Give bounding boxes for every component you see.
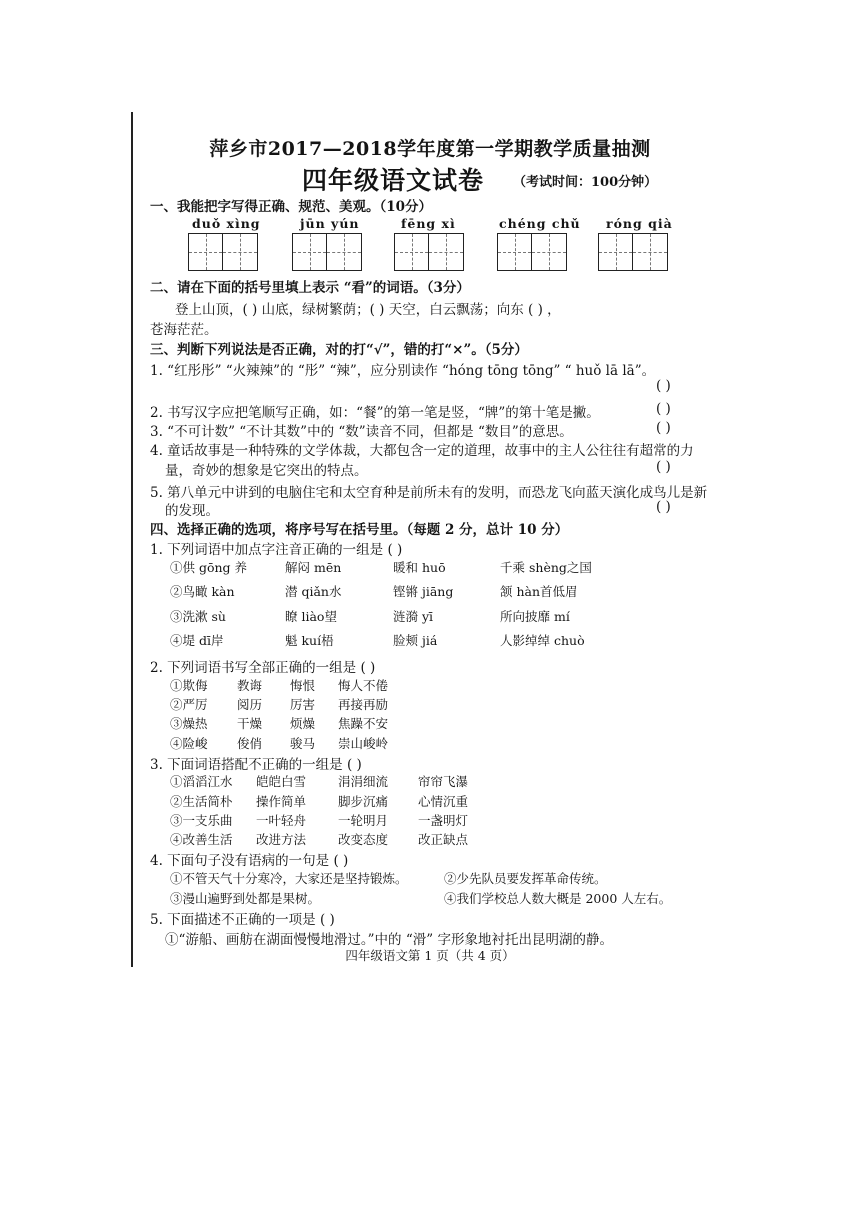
q1-option: 解闷 mēn	[285, 560, 342, 575]
q3-option: 心情沉重	[418, 794, 469, 809]
q1-option: 潜 qiǎn水	[285, 584, 342, 599]
answer-paren-2[interactable]: ( )	[656, 401, 671, 417]
writing-grid-1[interactable]	[188, 233, 258, 271]
q3-option: 改变态度	[338, 832, 389, 847]
answer-paren-1[interactable]: ( )	[656, 378, 671, 394]
q3-option: 涓涓细流	[338, 774, 389, 789]
pinyin-1: duǒ xìng	[192, 216, 261, 231]
q2-option: 崇山峻岭	[338, 736, 389, 751]
q3-option: 一轮明月	[338, 813, 389, 828]
q1-option: 暖和 huō	[393, 560, 446, 575]
binding-margin-line	[131, 112, 133, 967]
q3-option: ③一支乐曲	[170, 813, 233, 828]
q1-option: 涟漪 yī	[393, 609, 434, 624]
q2-option: 厉害	[290, 697, 316, 712]
q2-option: ②严厉	[170, 697, 208, 712]
judge-item-1: 1. “红彤彤” “火辣辣”的 “彤” “辣”，应分别读作 “hóng tōng tōng” “ huǒ lā lā”。	[150, 363, 656, 379]
writing-grid-3[interactable]	[394, 233, 464, 271]
judge-item-2: 2. 书写汉字应把笔顺写正确，如：“餐”的第一笔是竖，“牌”的第十笔是撇。	[150, 405, 600, 421]
exam-subtitle: 四年级语文试卷	[302, 166, 485, 195]
page-footer: 四年级语文第 1 页（共 4 页）	[345, 948, 515, 963]
section4-heading: 四、选择正确的选项，将序号写在括号里。（每题 2 分，总计 10 分）	[150, 522, 569, 538]
q1-option: ④堤 dī岸	[170, 633, 224, 648]
q3-stem: 3. 下面词语搭配不正确的一组是 ( )	[150, 757, 362, 773]
q1-option: 铿锵 jiāng	[393, 584, 454, 599]
q3-option: ④改善生活	[170, 832, 233, 847]
section3-heading: 三、判断下列说法是否正确，对的打“√”，错的打“×”。（5分）	[150, 342, 528, 358]
judge-item-3: 3. “不可计数” “不计其数”中的 “数”读音不同，但都是 “数目”的意思。	[150, 424, 573, 440]
judge-item-5-cont: 的发现。	[165, 503, 219, 519]
writing-grid-5[interactable]	[598, 233, 668, 271]
q1-option: 所向披靡 mí	[500, 609, 570, 624]
q1-option: ③洗漱 sù	[170, 609, 226, 624]
q1-option: ①供 gōng 养	[170, 560, 248, 575]
q5-option-1: ①“游船、画舫在湖面慢慢地滑过。”中的 “滑” 字形象地衬托出昆明湖的静。	[165, 932, 613, 948]
q1-option: 千乘 shèng之国	[500, 560, 592, 575]
q3-option: 皑皑白雪	[256, 774, 307, 789]
q1-option: 颔 hàn首低眉	[500, 584, 578, 599]
section1-heading: 一、我能把字写得正确、规范、美观。（10分）	[150, 199, 433, 215]
answer-paren-3[interactable]: ( )	[656, 420, 671, 436]
q2-stem: 2. 下列词语书写全部正确的一组是 ( )	[150, 660, 376, 676]
pinyin-3: fēng xì	[401, 216, 456, 231]
q1-option: 瞭 liào望	[285, 609, 337, 624]
q1-option: ②鸟瞰 kàn	[170, 584, 235, 599]
q1-stem: 1. 下列词语中加点字注音正确的一组是 ( )	[150, 542, 403, 558]
q3-option: 一盏明灯	[418, 813, 469, 828]
q4-option-1: ①不管天气十分寒冷，大家还是坚持锻炼。	[170, 871, 408, 886]
q2-option: 悔恨	[290, 678, 316, 693]
q2-option: 悔人不倦	[338, 678, 389, 693]
q2-option: 烦燥	[290, 716, 316, 731]
q2-option: 再接再励	[338, 697, 389, 712]
writing-grid-4[interactable]	[497, 233, 567, 271]
q3-option: ②生活简朴	[170, 794, 233, 809]
q2-option: 焦躁不安	[338, 716, 389, 731]
q3-option: ①滔滔江水	[170, 774, 233, 789]
q2-option: ④险峻	[170, 736, 208, 751]
q2-option: ①欺侮	[170, 678, 208, 693]
q3-option: 改进方法	[256, 832, 307, 847]
section2-heading: 二、请在下面的括号里填上表示 “看”的词语。（3分）	[150, 280, 470, 296]
judge-item-5: 5. 第八单元中讲到的电脑住宅和太空育种是前所未有的发明，而恐龙飞向蓝天演化成鸟儿是新	[150, 485, 708, 501]
section2-line-1[interactable]: 登上山顶，( ) 山底，绿树繁荫；( ) 天空，白云飘荡；向东 ( ) ，	[175, 302, 561, 318]
pinyin-4: chéng chǔ	[499, 216, 581, 231]
q3-option: 帘帘飞瀑	[418, 774, 469, 789]
q2-option: 俊俏	[237, 736, 263, 751]
exam-title: 萍乡市2017—2018学年度第一学期教学质量抽测	[209, 138, 651, 160]
pinyin-5: róng qià	[606, 216, 673, 231]
q3-option: 操作简单	[256, 794, 307, 809]
q4-option-4: ④我们学校总人数大概是 2000 人左右。	[444, 891, 672, 906]
q4-option-3: ③漫山遍野到处都是果树。	[170, 891, 321, 906]
q1-option: 人影绰绰 chuò	[500, 633, 585, 648]
q2-option: ③燥热	[170, 716, 208, 731]
pinyin-2: jūn yún	[300, 216, 360, 231]
writing-grid-2[interactable]	[292, 233, 362, 271]
answer-paren-5[interactable]: ( )	[656, 499, 671, 515]
q4-stem: 4. 下面句子没有语病的一句是 ( )	[150, 853, 349, 869]
q5-stem: 5. 下面描述不正确的一项是 ( )	[150, 912, 335, 928]
q3-option: 脚步沉痛	[338, 794, 389, 809]
answer-paren-4[interactable]: ( )	[656, 459, 671, 475]
q3-option: 改正缺点	[418, 832, 469, 847]
q2-option: 教诲	[237, 678, 263, 693]
q4-option-2: ②少先队员要发挥革命传统。	[444, 871, 607, 886]
q2-option: 阅历	[237, 697, 263, 712]
q2-option: 干燥	[237, 716, 263, 731]
exam-time-note: （考试时间：100分钟）	[513, 175, 658, 190]
judge-item-4-cont: 量，奇妙的想象是它突出的特点。	[165, 463, 368, 479]
q1-option: 脸颊 jiá	[393, 633, 438, 648]
section2-line-2: 苍海茫茫。	[150, 322, 218, 338]
q2-option: 骏马	[290, 736, 316, 751]
q3-option: 一叶轻舟	[256, 813, 307, 828]
q1-option: 魁 kuí梧	[285, 633, 334, 648]
judge-item-4: 4. 童话故事是一种特殊的文学体裁，大都包含一定的道理，故事中的主人公往往有超常的力	[150, 443, 694, 459]
